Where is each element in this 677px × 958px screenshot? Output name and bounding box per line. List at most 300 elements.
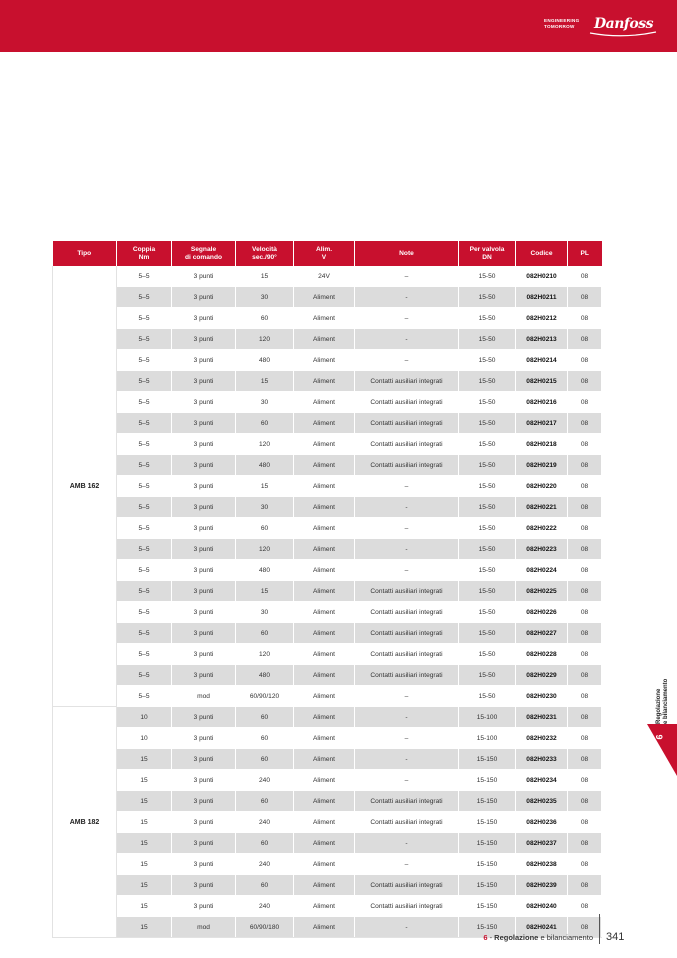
pl-cell: 08 — [568, 287, 602, 308]
note-cell: Contatti ausiliari integrati — [355, 455, 459, 476]
codice-cell: 082H0240 — [516, 896, 568, 917]
table-row — [53, 644, 602, 665]
table-row — [53, 791, 602, 812]
note-cell: – — [355, 854, 459, 875]
engineering-tomorrow-tagline — [544, 18, 579, 29]
velocita-cell: 60 — [236, 875, 294, 896]
segnale-cell: 3 punti — [172, 518, 236, 539]
dn-cell: 15-150 — [459, 749, 516, 770]
header-coppia: Coppia Nm — [117, 241, 172, 266]
product-table — [52, 241, 602, 938]
codice-cell: 082H0241 — [516, 917, 568, 938]
alim-cell: Aliment — [294, 686, 355, 707]
alim-cell: Aliment — [294, 812, 355, 833]
alim-cell: Aliment — [294, 287, 355, 308]
codice-cell: 082H0218 — [516, 434, 568, 455]
codice-cell: 082H0235 — [516, 791, 568, 812]
coppia-cell: 5–5 — [117, 287, 172, 308]
header-tipo: Tipo — [53, 241, 117, 266]
page-header — [0, 0, 677, 52]
table-row — [53, 371, 602, 392]
velocita-cell: 60/90/120 — [236, 686, 294, 707]
codice-cell: 082H0232 — [516, 728, 568, 749]
alim-cell: Aliment — [294, 497, 355, 518]
codice-cell: 082H0226 — [516, 602, 568, 623]
segnale-cell: 3 punti — [172, 707, 236, 728]
tagline-line1: ENGINEERING — [544, 18, 580, 23]
dn-cell: 15-150 — [459, 854, 516, 875]
codice-cell: 082H0233 — [516, 749, 568, 770]
pl-cell: 08 — [568, 896, 602, 917]
dn-cell: 15-50 — [459, 392, 516, 413]
table-row — [53, 266, 602, 287]
header-codice: Codice — [516, 241, 568, 266]
segnale-cell: 3 punti — [172, 854, 236, 875]
pl-cell: 08 — [568, 854, 602, 875]
velocita-cell: 480 — [236, 560, 294, 581]
velocita-cell: 60 — [236, 308, 294, 329]
segnale-cell: 3 punti — [172, 539, 236, 560]
pl-cell: 08 — [568, 518, 602, 539]
alim-cell: Aliment — [294, 413, 355, 434]
codice-cell: 082H0225 — [516, 581, 568, 602]
table-row — [53, 770, 602, 791]
codice-cell: 082H0213 — [516, 329, 568, 350]
table-row — [53, 833, 602, 854]
coppia-cell: 5–5 — [117, 644, 172, 665]
codice-cell: 082H0216 — [516, 392, 568, 413]
note-cell: Contatti ausiliari integrati — [355, 602, 459, 623]
note-cell: - — [355, 329, 459, 350]
table-header-row — [53, 241, 602, 266]
velocita-cell: 480 — [236, 455, 294, 476]
codice-cell: 082H0223 — [516, 539, 568, 560]
alim-cell: 24V — [294, 266, 355, 287]
coppia-cell: 15 — [117, 896, 172, 917]
segnale-cell: 3 punti — [172, 350, 236, 371]
note-cell: Contatti ausiliari integrati — [355, 392, 459, 413]
coppia-cell: 5–5 — [117, 518, 172, 539]
dn-cell: 15-50 — [459, 308, 516, 329]
dn-cell: 15-50 — [459, 539, 516, 560]
alim-cell: Aliment — [294, 875, 355, 896]
dn-cell: 15-150 — [459, 791, 516, 812]
note-cell: – — [355, 308, 459, 329]
footer-chapter-number: 6 — [483, 933, 488, 942]
pl-cell: 08 — [568, 644, 602, 665]
note-cell: - — [355, 287, 459, 308]
coppia-cell: 10 — [117, 728, 172, 749]
logo-wordmark: Danfoss — [594, 16, 654, 32]
coppia-cell: 15 — [117, 917, 172, 938]
note-cell: – — [355, 266, 459, 287]
dn-cell: 15-150 — [459, 896, 516, 917]
alim-cell: Aliment — [294, 623, 355, 644]
header-alim: Alim. V — [294, 241, 355, 266]
table-row — [53, 896, 602, 917]
velocita-cell: 30 — [236, 392, 294, 413]
velocita-cell: 30 — [236, 602, 294, 623]
pl-cell: 08 — [568, 413, 602, 434]
tipo-cell: AMB 182 — [53, 707, 117, 938]
velocita-cell: 60 — [236, 791, 294, 812]
table-row — [53, 392, 602, 413]
table-row — [53, 476, 602, 497]
codice-cell: 082H0224 — [516, 560, 568, 581]
table-row — [53, 287, 602, 308]
pl-cell: 08 — [568, 434, 602, 455]
pl-cell: 08 — [568, 539, 602, 560]
velocita-cell: 60 — [236, 728, 294, 749]
alim-cell: Aliment — [294, 371, 355, 392]
alim-cell: Aliment — [294, 728, 355, 749]
codice-cell: 082H0236 — [516, 812, 568, 833]
segnale-cell: 3 punti — [172, 308, 236, 329]
note-cell: - — [355, 749, 459, 770]
chapter-tab[interactable] — [647, 724, 677, 776]
coppia-cell: 5–5 — [117, 371, 172, 392]
alim-cell: Aliment — [294, 707, 355, 728]
coppia-cell: 5–5 — [117, 581, 172, 602]
codice-cell: 082H0212 — [516, 308, 568, 329]
dn-cell: 15-50 — [459, 686, 516, 707]
pl-cell: 08 — [568, 623, 602, 644]
codice-cell: 082H0228 — [516, 644, 568, 665]
velocita-cell: 60 — [236, 413, 294, 434]
dn-cell: 15-50 — [459, 644, 516, 665]
pl-cell: 08 — [568, 812, 602, 833]
alim-cell: Aliment — [294, 665, 355, 686]
table-row — [53, 623, 602, 644]
dn-cell: 15-150 — [459, 812, 516, 833]
velocita-cell: 60/90/180 — [236, 917, 294, 938]
segnale-cell: 3 punti — [172, 560, 236, 581]
note-cell: - — [355, 539, 459, 560]
alim-cell: Aliment — [294, 749, 355, 770]
velocita-cell: 120 — [236, 329, 294, 350]
alim-cell: Aliment — [294, 560, 355, 581]
coppia-cell: 15 — [117, 854, 172, 875]
table-row — [53, 434, 602, 455]
dn-cell: 15-50 — [459, 371, 516, 392]
alim-cell: Aliment — [294, 476, 355, 497]
alim-cell: Aliment — [294, 644, 355, 665]
codice-cell: 082H0211 — [516, 287, 568, 308]
table-row — [53, 686, 602, 707]
pl-cell: 08 — [568, 875, 602, 896]
note-cell: Contatti ausiliari integrati — [355, 665, 459, 686]
segnale-cell: 3 punti — [172, 329, 236, 350]
dn-cell: 15-50 — [459, 560, 516, 581]
segnale-cell: 3 punti — [172, 497, 236, 518]
table-row — [53, 812, 602, 833]
coppia-cell: 5–5 — [117, 455, 172, 476]
alim-cell: Aliment — [294, 770, 355, 791]
coppia-cell: 5–5 — [117, 602, 172, 623]
table-row — [53, 749, 602, 770]
note-cell: - — [355, 497, 459, 518]
chapter-side-label — [655, 672, 677, 726]
dn-cell: 15-150 — [459, 770, 516, 791]
footer-chapter-title-rest: e bilanciamento — [540, 933, 593, 942]
dn-cell: 15-50 — [459, 266, 516, 287]
table-row — [53, 581, 602, 602]
velocita-cell: 120 — [236, 539, 294, 560]
alim-cell: Aliment — [294, 896, 355, 917]
note-cell: - — [355, 833, 459, 854]
side-label-line1: Regolazione — [656, 688, 662, 724]
pl-cell: 08 — [568, 560, 602, 581]
alim-cell: Aliment — [294, 581, 355, 602]
alim-cell: Aliment — [294, 518, 355, 539]
footer-chapter — [483, 933, 593, 942]
table-row — [53, 728, 602, 749]
velocita-cell: 60 — [236, 707, 294, 728]
alim-cell: Aliment — [294, 434, 355, 455]
codice-cell: 082H0214 — [516, 350, 568, 371]
alim-cell: Aliment — [294, 917, 355, 938]
coppia-cell: 5–5 — [117, 476, 172, 497]
alim-cell: Aliment — [294, 392, 355, 413]
pl-cell: 08 — [568, 329, 602, 350]
header-pl: PL — [568, 241, 602, 266]
pl-cell: 08 — [568, 350, 602, 371]
segnale-cell: 3 punti — [172, 644, 236, 665]
pl-cell: 08 — [568, 371, 602, 392]
note-cell: Contatti ausiliari integrati — [355, 413, 459, 434]
segnale-cell: 3 punti — [172, 455, 236, 476]
pl-cell: 08 — [568, 728, 602, 749]
velocita-cell: 240 — [236, 896, 294, 917]
velocita-cell: 15 — [236, 371, 294, 392]
note-cell: - — [355, 917, 459, 938]
note-cell: – — [355, 350, 459, 371]
segnale-cell: mod — [172, 686, 236, 707]
velocita-cell: 120 — [236, 434, 294, 455]
note-cell: - — [355, 707, 459, 728]
alim-cell: Aliment — [294, 791, 355, 812]
coppia-cell: 15 — [117, 749, 172, 770]
codice-cell: 082H0230 — [516, 686, 568, 707]
header-segnale: Segnale di comando — [172, 241, 236, 266]
velocita-cell: 240 — [236, 812, 294, 833]
dn-cell: 15-100 — [459, 707, 516, 728]
alim-cell: Aliment — [294, 308, 355, 329]
pl-cell: 08 — [568, 455, 602, 476]
note-cell: – — [355, 476, 459, 497]
table-row — [53, 602, 602, 623]
alim-cell: Aliment — [294, 833, 355, 854]
table-row — [53, 518, 602, 539]
pl-cell: 08 — [568, 917, 602, 938]
segnale-cell: 3 punti — [172, 287, 236, 308]
codice-cell: 082H0239 — [516, 875, 568, 896]
dn-cell: 15-50 — [459, 455, 516, 476]
note-cell: Contatti ausiliari integrati — [355, 791, 459, 812]
dn-cell: 15-50 — [459, 434, 516, 455]
pl-cell: 08 — [568, 707, 602, 728]
codice-cell: 082H0234 — [516, 770, 568, 791]
coppia-cell: 5–5 — [117, 539, 172, 560]
dn-cell: 15-50 — [459, 476, 516, 497]
segnale-cell: 3 punti — [172, 728, 236, 749]
coppia-cell: 15 — [117, 770, 172, 791]
dn-cell: 15-50 — [459, 350, 516, 371]
coppia-cell: 5–5 — [117, 350, 172, 371]
side-label-line2: e bilanciamento — [662, 678, 669, 724]
codice-cell: 082H0227 — [516, 623, 568, 644]
dn-cell: 15-150 — [459, 917, 516, 938]
table-row — [53, 854, 602, 875]
coppia-cell: 5–5 — [117, 392, 172, 413]
pl-cell: 08 — [568, 497, 602, 518]
velocita-cell: 240 — [236, 770, 294, 791]
codice-cell: 082H0210 — [516, 266, 568, 287]
dn-cell: 15-50 — [459, 581, 516, 602]
pl-cell: 08 — [568, 665, 602, 686]
footer-separator: - — [489, 933, 493, 942]
codice-cell: 082H0229 — [516, 665, 568, 686]
note-cell: – — [355, 728, 459, 749]
alim-cell: Aliment — [294, 602, 355, 623]
velocita-cell: 60 — [236, 623, 294, 644]
coppia-cell: 5–5 — [117, 266, 172, 287]
table-row — [53, 329, 602, 350]
velocita-cell: 240 — [236, 854, 294, 875]
coppia-cell: 5–5 — [117, 329, 172, 350]
segnale-cell: mod — [172, 917, 236, 938]
table-body — [53, 266, 602, 938]
segnale-cell: 3 punti — [172, 896, 236, 917]
velocita-cell: 30 — [236, 287, 294, 308]
coppia-cell: 5–5 — [117, 497, 172, 518]
codice-cell: 082H0220 — [516, 476, 568, 497]
segnale-cell: 3 punti — [172, 791, 236, 812]
note-cell: Contatti ausiliari integrati — [355, 812, 459, 833]
coppia-cell: 5–5 — [117, 434, 172, 455]
coppia-cell: 5–5 — [117, 686, 172, 707]
codice-cell: 082H0219 — [516, 455, 568, 476]
segnale-cell: 3 punti — [172, 434, 236, 455]
table-row — [53, 413, 602, 434]
dn-cell: 15-50 — [459, 665, 516, 686]
pl-cell: 08 — [568, 308, 602, 329]
velocita-cell: 60 — [236, 833, 294, 854]
note-cell: Contatti ausiliari integrati — [355, 434, 459, 455]
codice-cell: 082H0221 — [516, 497, 568, 518]
note-cell: Contatti ausiliari integrati — [355, 896, 459, 917]
table-row — [53, 497, 602, 518]
codice-cell: 082H0215 — [516, 371, 568, 392]
segnale-cell: 3 punti — [172, 581, 236, 602]
velocita-cell: 480 — [236, 350, 294, 371]
codice-cell: 082H0217 — [516, 413, 568, 434]
dn-cell: 15-50 — [459, 413, 516, 434]
velocita-cell: 480 — [236, 665, 294, 686]
dn-cell: 15-50 — [459, 287, 516, 308]
segnale-cell: 3 punti — [172, 623, 236, 644]
coppia-cell: 15 — [117, 812, 172, 833]
segnale-cell: 3 punti — [172, 833, 236, 854]
note-cell: Contatti ausiliari integrati — [355, 371, 459, 392]
segnale-cell: 3 punti — [172, 371, 236, 392]
segnale-cell: 3 punti — [172, 476, 236, 497]
header-per-valvola: Per valvola DN — [459, 241, 516, 266]
segnale-cell: 3 punti — [172, 602, 236, 623]
dn-cell: 15-150 — [459, 875, 516, 896]
table-row — [53, 560, 602, 581]
coppia-cell: 5–5 — [117, 308, 172, 329]
dn-cell: 15-100 — [459, 728, 516, 749]
pl-cell: 08 — [568, 581, 602, 602]
table-row — [53, 455, 602, 476]
pl-cell: 08 — [568, 791, 602, 812]
table-row — [53, 539, 602, 560]
velocita-cell: 120 — [236, 644, 294, 665]
dn-cell: 15-50 — [459, 497, 516, 518]
segnale-cell: 3 punti — [172, 770, 236, 791]
velocita-cell: 15 — [236, 476, 294, 497]
note-cell: Contatti ausiliari integrati — [355, 581, 459, 602]
pl-cell: 08 — [568, 770, 602, 791]
dn-cell: 15-50 — [459, 623, 516, 644]
alim-cell: Aliment — [294, 539, 355, 560]
velocita-cell: 30 — [236, 497, 294, 518]
coppia-cell: 15 — [117, 791, 172, 812]
coppia-cell: 10 — [117, 707, 172, 728]
alim-cell: Aliment — [294, 854, 355, 875]
table-row — [53, 350, 602, 371]
pl-cell: 08 — [568, 476, 602, 497]
note-cell: – — [355, 518, 459, 539]
velocita-cell: 15 — [236, 581, 294, 602]
codice-cell: 082H0231 — [516, 707, 568, 728]
footer-divider — [599, 914, 600, 944]
note-cell: Contatti ausiliari integrati — [355, 644, 459, 665]
header-note: Note — [355, 241, 459, 266]
coppia-cell: 15 — [117, 875, 172, 896]
note-cell: – — [355, 560, 459, 581]
velocita-cell: 15 — [236, 266, 294, 287]
pl-cell: 08 — [568, 686, 602, 707]
coppia-cell: 5–5 — [117, 665, 172, 686]
dn-cell: 15-150 — [459, 833, 516, 854]
danfoss-logo — [588, 15, 658, 37]
pl-cell: 08 — [568, 266, 602, 287]
velocita-cell: 60 — [236, 518, 294, 539]
page-number: 341 — [606, 931, 625, 943]
table-row — [53, 875, 602, 896]
coppia-cell: 5–5 — [117, 560, 172, 581]
dn-cell: 15-50 — [459, 329, 516, 350]
table-row — [53, 308, 602, 329]
dn-cell: 15-50 — [459, 602, 516, 623]
tagline-line2: TOMORROW — [544, 23, 575, 29]
velocita-cell: 60 — [236, 749, 294, 770]
codice-cell: 082H0238 — [516, 854, 568, 875]
segnale-cell: 3 punti — [172, 266, 236, 287]
dn-cell: 15-50 — [459, 518, 516, 539]
coppia-cell: 5–5 — [117, 413, 172, 434]
note-cell: – — [355, 770, 459, 791]
alim-cell: Aliment — [294, 329, 355, 350]
table-row — [53, 665, 602, 686]
alim-cell: Aliment — [294, 455, 355, 476]
pl-cell: 08 — [568, 749, 602, 770]
note-cell: Contatti ausiliari integrati — [355, 875, 459, 896]
pl-cell: 08 — [568, 602, 602, 623]
coppia-cell: 5–5 — [117, 623, 172, 644]
